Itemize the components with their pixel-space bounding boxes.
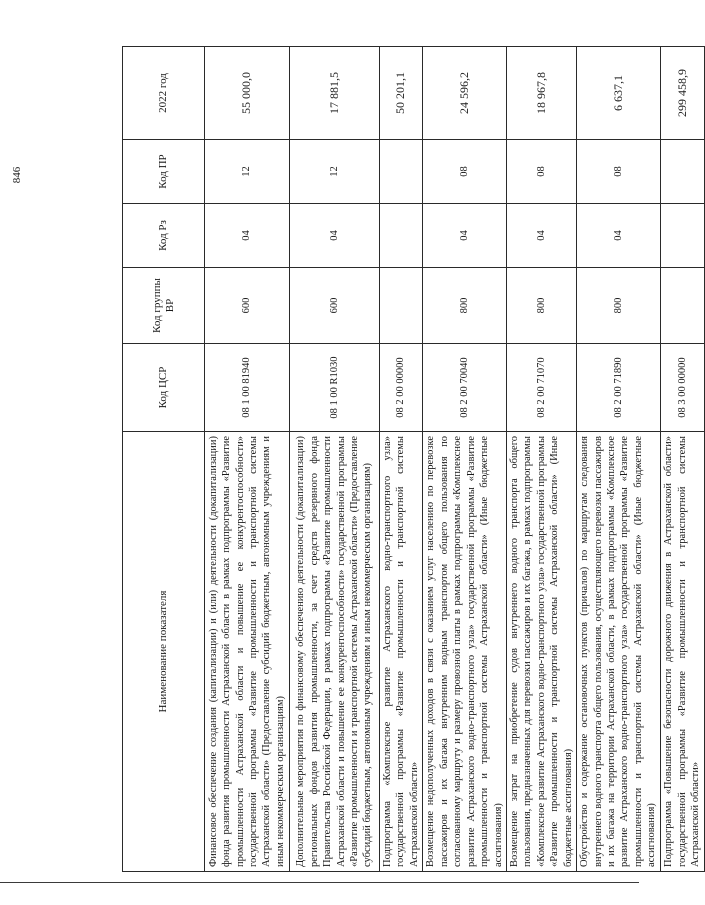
row-name: Подпрограмма «Комплексное развитие Астраханского водно-транспортного узла» государственной программы «Развитие промышленности и транспортной системы Астраханской области» xyxy=(380,432,423,872)
row-csr: 08 1 00 81940 xyxy=(205,344,290,432)
table-row xyxy=(660,47,704,872)
row-amount: 55 000,0 xyxy=(205,47,290,140)
header-name: Наименование показателя xyxy=(123,432,205,872)
table-row xyxy=(577,47,661,872)
table-row xyxy=(380,47,423,872)
row-name: Обустройство и содержание остановочных пунктов (причалов) по маршрутам следования внутреннего водного транспорта общего пользования, осуществляющего перевозки пассажиров и их багажа на территории Астраханской области, в рамках подпрограммы «Комплексное развитие Астраханского водно-транспортного узла» государственной программы «Развитие промышленности и транспортной системы Астраханской области» (Иные бюджетные ассигнования) xyxy=(577,432,661,872)
row-rz: 04 xyxy=(290,204,380,268)
row-name: Финансовое обеспечение создания (капитализации) и (или) деятельности (докапитализации) фонда развития промышленности Астраханской области в рамках подпрограммы «Развитие промышленности Астраханской области и повышение ее конкурентоспособности» государственной программы «Развитие промышленности и транспортной системы Астраханской области» (Предоставление субсидий бюджетным, автономным учреждениям и иным некоммерческим организациям) xyxy=(205,432,290,872)
header-year: 2022 год xyxy=(123,47,205,140)
row-pr: 08 xyxy=(506,140,576,204)
row-vr xyxy=(660,268,704,344)
table-row xyxy=(506,47,576,872)
row-amount: 6 637,1 xyxy=(577,47,661,140)
table-row xyxy=(290,47,380,872)
header-pr: Код ПР xyxy=(123,140,205,204)
row-amount: 299 458,9 xyxy=(660,47,704,140)
table-header-row xyxy=(123,47,205,872)
row-pr: 12 xyxy=(205,140,290,204)
header-csr: Код ЦСР xyxy=(123,344,205,432)
row-pr: 08 xyxy=(423,140,507,204)
row-rz xyxy=(380,204,423,268)
row-csr: 08 2 00 71070 xyxy=(506,344,576,432)
row-amount: 17 881,5 xyxy=(290,47,380,140)
row-rz xyxy=(660,204,704,268)
row-vr: 800 xyxy=(423,268,507,344)
row-amount: 18 967,8 xyxy=(506,47,576,140)
page-number: 846 xyxy=(11,166,23,184)
rotated-budget-table xyxy=(122,47,701,872)
budget-table xyxy=(122,46,705,872)
row-name: Дополнительные мероприятия по финансовому обеспечению деятельности (докапитализации) региональных фондов развития промышленности, за счет средств резервного фонда Правительства Российской Федерации, в рамках подпрограммы «Развитие промышленности Астраханской области и повышение ее конкурентоспособности» государственной программы «Развитие промышленности и транспортной системы Астраханской области» (Предоставление субсидий бюджетным, автономным учреждениям и иным некоммерческим организациям) xyxy=(290,432,380,872)
row-name: Подпрограмма «Повышение безопасности дорожного движения в Астраханской области» государственной программы «Развитие промышленности и транспортной системы Астраханской области» xyxy=(660,432,704,872)
table-row xyxy=(205,47,290,872)
row-rz: 04 xyxy=(205,204,290,268)
row-csr: 08 2 00 70040 xyxy=(423,344,507,432)
row-vr: 800 xyxy=(577,268,661,344)
row-csr: 08 2 00 00000 xyxy=(380,344,423,432)
row-csr: 08 2 00 71890 xyxy=(577,344,661,432)
row-name: Возмещение недополученных доходов в связи с оказанием услуг населению по перевозке пассажиров и их багажа внутренним водным транспортом общего пользования по согласованному маршруту и размеру провозной платы в рамках подпрограммы «Комплексное развитие Астраханского водно-транспортного узла» государственной программы «Развитие промышленности и транспортной системы Астраханской области» (Иные бюджетные ассигнования) xyxy=(423,432,507,872)
row-vr: 600 xyxy=(205,268,290,344)
footer-rule xyxy=(0,882,639,883)
header-rz: Код Рз xyxy=(123,204,205,268)
row-vr: 800 xyxy=(506,268,576,344)
row-amount: 24 596,2 xyxy=(423,47,507,140)
row-csr: 08 1 00 R1030 xyxy=(290,344,380,432)
row-vr xyxy=(380,268,423,344)
row-csr: 08 3 00 00000 xyxy=(660,344,704,432)
row-rz: 04 xyxy=(577,204,661,268)
table-row xyxy=(423,47,507,872)
row-amount: 50 201,1 xyxy=(380,47,423,140)
header-vr: Код группы ВР xyxy=(123,268,205,344)
row-pr: 08 xyxy=(577,140,661,204)
row-rz: 04 xyxy=(423,204,507,268)
row-rz: 04 xyxy=(506,204,576,268)
row-pr: 12 xyxy=(290,140,380,204)
row-name: Возмещение затрат на приобретение судов внутреннего водного транспорта общего пользования, предназначенных для перевозки пассажиров и их багажа, в рамках подпрограммы «Комплексное развитие Астраханского водно-транспортного узла» государственной программы «Развитие промышленности и транспортной системы Астраханской области» (Иные бюджетные ассигнования) xyxy=(506,432,576,872)
row-pr xyxy=(660,140,704,204)
row-vr: 600 xyxy=(290,268,380,344)
row-pr xyxy=(380,140,423,204)
